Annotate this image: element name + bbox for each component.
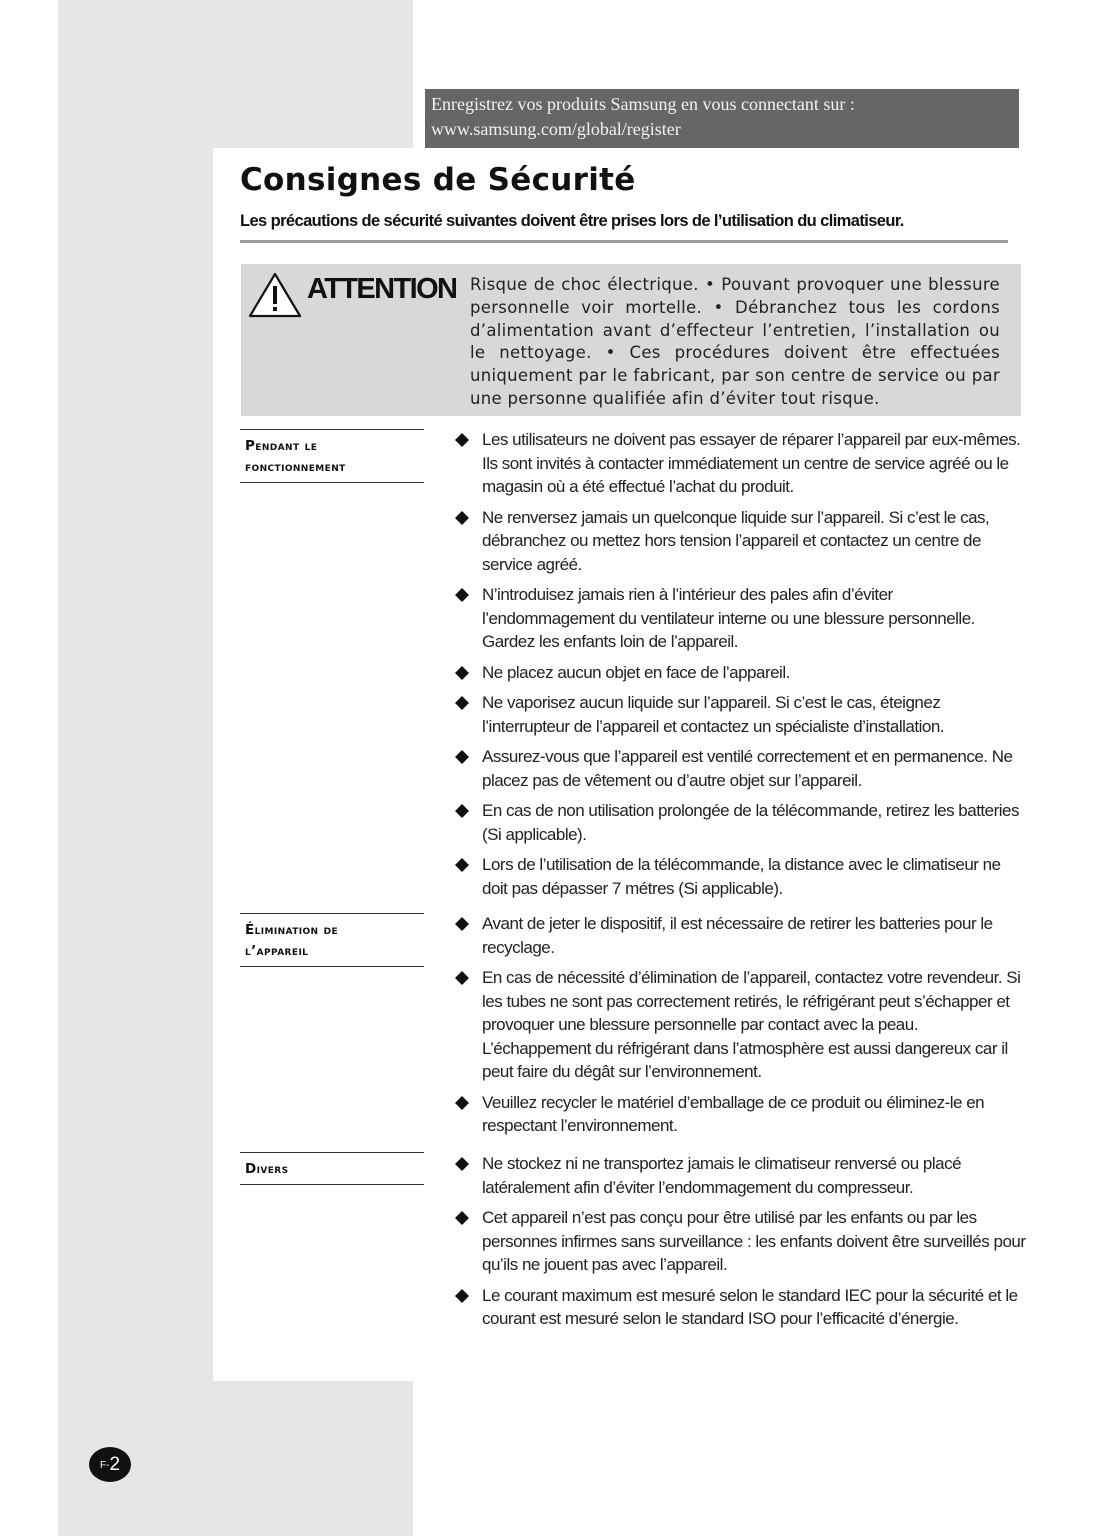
warning-triangle-icon — [248, 272, 302, 318]
attention-text: Risque de choc électrique. • Pouvant provoquer une blessure personnelle voir mortelle. • Débranchez tous les cordons d’alimentation avant d’effecteur l’entretien, l’installation ou le nettoyage. • Ces procédures doivent être effectuées uniquement par le fabricant, par son centre de service ou par une personne qualifiée afin d’éviter tout risque. — [470, 275, 1000, 408]
section-heading-operation — [240, 429, 424, 483]
diamond-bullet-icon — [455, 750, 469, 764]
section-title-line: Pendant le — [245, 438, 318, 454]
list-item-text: Ne stockez ni ne transportez jamais le climatiseur renversé ou placé latéralement afin d’éviter l’endommagement du compresseur. — [482, 1154, 962, 1197]
section-title-line: fonctionnement — [245, 459, 346, 475]
page-number-badge — [89, 1447, 131, 1482]
register-url: www.samsung.com/global/register — [431, 119, 681, 139]
operation-list — [452, 428, 1027, 907]
section-heading-disposal — [240, 913, 424, 967]
diamond-bullet-icon — [455, 804, 469, 818]
list-item — [452, 583, 1027, 654]
diamond-bullet-icon — [455, 1211, 469, 1225]
register-banner — [425, 89, 1019, 148]
list-item — [452, 912, 1027, 959]
disposal-list — [452, 912, 1027, 1145]
diamond-bullet-icon — [455, 858, 469, 872]
list-item-text: N’introduisez jamais rien à l’intérieur des pales afin d’éviter l’endommagement du ventilateur interne ou une blessure personnelle. Gardez les enfants loin de l’appareil. — [482, 585, 975, 651]
list-item — [452, 691, 1027, 738]
page-number-prefix: F- — [99, 1460, 110, 1471]
list-item — [452, 1152, 1027, 1199]
page-number: 2 — [109, 1454, 121, 1475]
list-item-text: Veuillez recycler le matériel d’emballage de ce produit ou éliminez-le en respectant l’environnement. — [482, 1092, 985, 1135]
diamond-bullet-icon — [455, 1289, 469, 1303]
list-item — [452, 506, 1027, 577]
diamond-bullet-icon — [455, 588, 469, 602]
list-item-text: Le courant maximum est mesuré selon le standard IEC pour la sécurité et le courant est mesuré selon le standard ISO pour l’efficacité d’énergie. — [482, 1285, 1018, 1328]
list-item-text: Avant de jeter le dispositif, il est nécessaire de retirer les batteries pour le recyclage. — [482, 914, 993, 957]
list-item-text: Ne renversez jamais un quelconque liquide sur l’appareil. Si c’est le cas, débranchez ou mettez hors tension l’appareil et contactez un centre de service agréé. — [482, 507, 990, 574]
list-item-text: Les utilisateurs ne doivent pas essayer de réparer l’appareil par eux-mêmes. Ils sont invités à contacter immédiatement un centre de service agréé ou le magasin où a été effectué l’achat du produit. — [482, 430, 1021, 496]
list-item — [452, 799, 1027, 846]
section-heading-misc — [240, 1152, 424, 1185]
attention-label: ATTENTION — [307, 273, 457, 305]
list-item — [452, 745, 1027, 792]
section-title-line: Divers — [245, 1161, 289, 1177]
misc-list — [452, 1152, 1027, 1338]
list-item-text: Ne vaporisez aucun liquide sur l’appareil. Si c’est le cas, éteignez l’interrupteur de l’appareil et contactez un spécialiste d’installation. — [482, 693, 945, 736]
list-item — [452, 966, 1027, 1084]
list-item-text: Assurez-vous que l’appareil est ventilé correctement et en permanence. Ne placez pas de vêtement ou d’autre objet sur l’appareil. — [482, 747, 1013, 790]
list-item-text: En cas de non utilisation prolongée de la télécommande, retirez les batteries (Si applicable). — [482, 801, 1020, 844]
diamond-bullet-icon — [455, 433, 469, 447]
list-item — [452, 661, 1027, 685]
list-item-text: Lors de l’utilisation de la télécommande, la distance avec le climatiseur ne doit pas dépasser 7 métres (Si applicable). — [482, 855, 1001, 898]
diamond-bullet-icon — [455, 666, 469, 680]
list-item-text: Ne placez aucun objet en face de l’appareil. — [482, 662, 790, 682]
list-item — [452, 1206, 1027, 1277]
attention-box — [241, 264, 1021, 416]
section-title-line: l’appareil — [245, 943, 309, 959]
register-line-1: Enregistrez vos produits Samsung en vous connectant sur : — [431, 94, 855, 114]
diamond-bullet-icon — [455, 511, 469, 525]
section-title-line: Élimination de — [245, 922, 338, 938]
list-item — [452, 1284, 1027, 1331]
page-title: Consignes de Sécurité — [240, 162, 636, 198]
diamond-bullet-icon — [455, 1157, 469, 1171]
diamond-bullet-icon — [455, 971, 469, 985]
list-item-text: Cet appareil n’est pas conçu pour être utilisé par les enfants ou par les personnes infirmes sans surveillance : les enfants doivent être surveillés pour qu’ils ne jouent pas avec l’appareil. — [482, 1208, 1026, 1274]
list-item — [452, 428, 1027, 499]
diamond-bullet-icon — [455, 917, 469, 931]
list-item — [452, 1091, 1027, 1138]
title-divider — [240, 240, 1008, 243]
list-item — [452, 853, 1027, 900]
diamond-bullet-icon — [455, 1096, 469, 1110]
list-item-text: En cas de nécessité d’élimination de l’appareil, contactez votre revendeur. Si les tubes ne sont pas correctement retirés, le réfrigérant peut s’échapper et provoquer une blessure personnelle par contact avec la peau. L’échappement du réfrigérant dans l’atmosphère est aussi dangereux car il peut faire du dégât sur l’environnement. — [482, 968, 1021, 1081]
page-subtitle: Les précautions de sécurité suivantes doivent être prises lors de l’utilisation du climatiseur. — [240, 212, 904, 230]
diamond-bullet-icon — [455, 696, 469, 710]
